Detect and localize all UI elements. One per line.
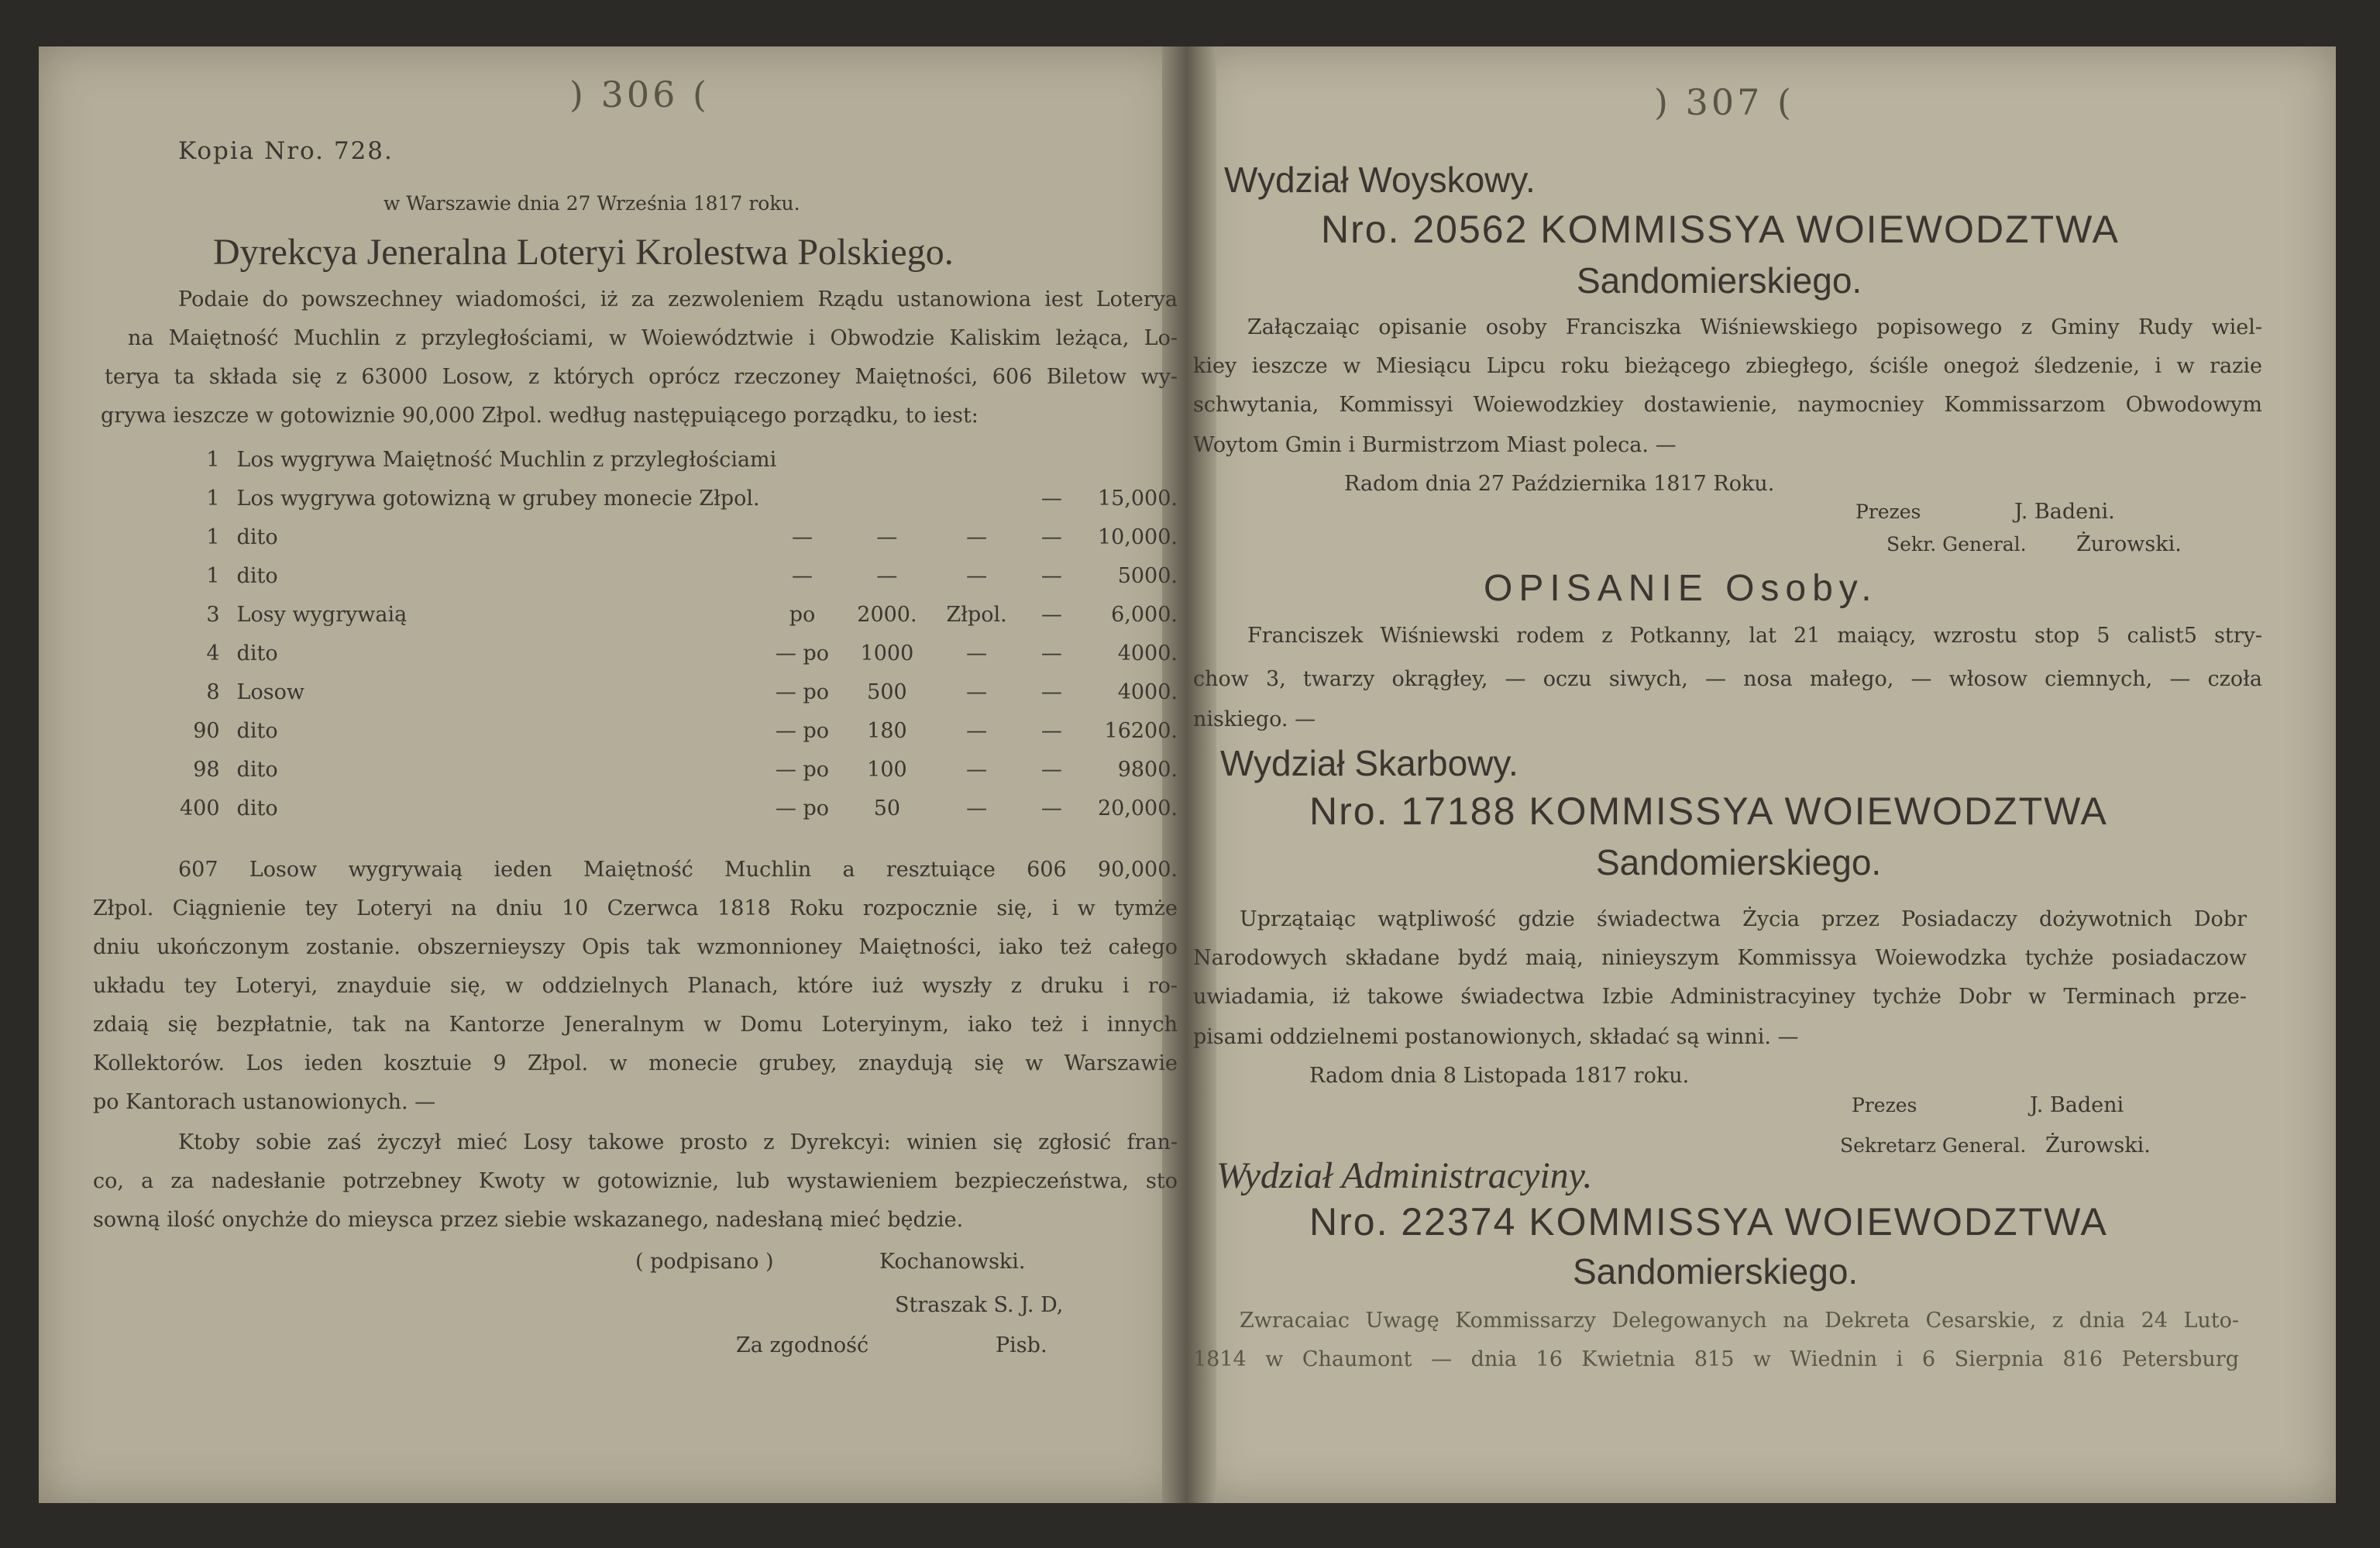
prize-row: [178, 556, 1178, 595]
prize-cell-c1: 3: [206, 602, 220, 627]
prize-cell-c2: dito: [236, 641, 278, 666]
prize-cell-c3: —: [791, 525, 813, 549]
page-number-left: ) 306 (: [569, 74, 710, 115]
prize-cell-c1: 1: [206, 486, 220, 511]
opis-line-2: chow 3, twarzy okrągłey, — oczu siwych, — nosa małego, — włosow ciemnych, — czoła: [1193, 667, 2262, 691]
commission-20562: Nro. 20562 KOMMISSYA WOIEWODZTWA: [1321, 208, 2120, 251]
prize-cell-c6: —: [1040, 641, 1062, 666]
prize-row: [178, 750, 1178, 789]
commission-22374: Nro. 22374 KOMMISSYA WOIEWODZTWA: [1309, 1200, 2108, 1244]
para-line-4: zdaią się bezpłatnie, tak na Kantorze Jeneralnym w Domu Loteryinym, iako też i innych: [93, 1013, 1178, 1037]
podpisano-label: ( podpisano ): [635, 1250, 774, 1274]
s1-line-1: Załączaiąc opisanie osoby Franciszka Wiśniewskiego popisowego z Gminy Rudy wiel-: [1247, 315, 2262, 339]
prize-cell-c1: 98: [193, 757, 220, 782]
prize-cell-c2: dito: [236, 563, 278, 588]
prize-row: [178, 711, 1178, 750]
prize-cell-c4: 1000: [860, 641, 914, 666]
s2-line-1: Uprzątaiąc wątpliwość gdzie świadectwa Życia przez Posiadaczy dożywotnich Dobr: [1240, 907, 2247, 931]
intro-line-4: grywa ieszcze w gotowiznie 90,000 Złpol. według następuiącego porządku, to iest:: [101, 404, 978, 428]
prize-cell-c7: 15,000.: [1097, 486, 1178, 511]
date-line: w Warszawie dnia 27 Września 1817 roku.: [383, 192, 800, 215]
s2-prezes-label: Prezes: [1852, 1094, 1917, 1116]
prize-cell-c6: —: [1040, 563, 1062, 588]
s1-line-2: kiey ieszcze w Miesiącu Lipcu roku bieżącego zbiegłego, ściśle onegoż śledzenie, i w razie: [1193, 354, 2262, 378]
prize-cell-c3: — po: [775, 718, 830, 743]
zgodnosc-label: Za zgodność: [736, 1333, 869, 1357]
prize-cell-c7: 20,000.: [1097, 796, 1178, 820]
summary-line: 607 Losow wygrywaią ieden Maiętność Muchlin a resztuiące 606 90,000.: [178, 858, 1178, 882]
s2-line-4: pisami oddzielnemi postanowionych, składać są winni. —: [1193, 1025, 1799, 1049]
prize-cell-c7: 10,000.: [1097, 525, 1178, 549]
kopia-line: Kopia Nro. 728.: [178, 137, 394, 165]
opis-line-1: Franciszek Wiśniewski rodem z Potkanny, lat 21 maiący, wzrostu stop 5 calist5 stry-: [1247, 624, 2262, 648]
s2-line-3: uwiadamia, iż takowe świadectwa Izbie Administracyiney tychże Dobr w Terminach prze-: [1193, 985, 2247, 1009]
prize-row: [178, 440, 1178, 479]
prize-row: [178, 479, 1178, 518]
prize-cell-c4: —: [876, 525, 898, 549]
prize-cell-c3: — po: [775, 679, 830, 704]
prize-cell-c1: 8: [206, 679, 220, 704]
dept-woyskowy: Wydział Woyskowy.: [1224, 160, 1536, 200]
prize-cell-c5: —: [966, 641, 988, 666]
commission-17188: Nro. 17188 KOMMISSYA WOIEWODZTWA: [1309, 789, 2108, 833]
prize-cell-c1: 1: [206, 525, 220, 549]
dept-skarbowy: Wydział Skarbowy.: [1220, 743, 1518, 783]
s2-date: Radom dnia 8 Listopada 1817 roku.: [1309, 1064, 1690, 1088]
para2-line-1: Ktoby sobie zaś życzył mieć Losy takowe prosto z Dyrekcyi: winien się zgłosić fran-: [178, 1130, 1178, 1154]
s1-line-4: Woytom Gmin i Burmistrzom Miast poleca. —: [1193, 433, 1677, 457]
opis-line-3: niskiego. —: [1193, 707, 1316, 731]
prize-cell-c3: — po: [775, 796, 830, 820]
prize-cell-c2: Los wygrywa Maiętność Muchlin z przyległościami: [236, 447, 777, 472]
s1-date: Radom dnia 27 Października 1817 Roku.: [1344, 472, 1775, 496]
opisanie-title: OPISANIE Osoby.: [1484, 568, 1878, 609]
prize-cell-c3: — po: [775, 641, 830, 666]
prize-table: [178, 440, 1178, 827]
prize-cell-c7: 5000.: [1117, 563, 1178, 588]
prize-cell-c7: 4000.: [1117, 641, 1178, 666]
s3-line-2: 1814 w Chaumont — dnia 16 Kwietnia 815 w Wiednin i 6 Sierpnia 816 Petersburg: [1193, 1347, 2239, 1371]
prize-cell-c1: 1: [206, 447, 220, 472]
s1-prezes-name: J. Badeni.: [2014, 500, 2115, 524]
dept-administracyiny: Wydział Administracyiny.: [1216, 1155, 1593, 1196]
prize-cell-c2: Los wygrywa gotowizną w grubey monecie Złpol.: [236, 486, 760, 511]
prize-cell-c5: [929, 479, 1023, 518]
prize-cell-c2: Losy wygrywaią: [236, 602, 408, 627]
prize-cell-c5: —: [966, 679, 988, 704]
prize-cell-c5: —: [966, 525, 988, 549]
para-line-3: układu tey Loteryi, znayduie się, w oddzielnych Planach, które iuż wyszły z druku i ro-: [93, 974, 1178, 998]
prize-cell-c2: dito: [236, 718, 278, 743]
intro-line-2: na Maiętność Muchlin z przyległościami, w Woiewództwie i Obwodzie Kaliskim leżąca, Lo-: [128, 326, 1178, 350]
para-line-5: Kollektorów. Los ieden kosztuie 9 Złpol. w monecie grubey, znaydują się w Warszawie: [93, 1051, 1178, 1075]
prize-cell-c3: [760, 479, 845, 518]
s2-sekr-name: Żurowski.: [2045, 1133, 2151, 1158]
sandomierskiego-3: Sandomierskiego.: [1573, 1251, 1859, 1292]
prize-cell-c7: 6,000.: [1111, 602, 1178, 627]
prize-cell-c1: 1: [206, 563, 220, 588]
prize-cell-c4: [844, 479, 929, 518]
prize-row: [178, 789, 1178, 827]
sandomierskiego-2: Sandomierskiego.: [1596, 842, 1882, 882]
prize-cell-c6: —: [1040, 796, 1062, 820]
prize-cell-c1: 4: [206, 641, 220, 666]
prize-cell-c6: —: [1040, 679, 1062, 704]
prize-cell-c4: 180: [867, 718, 907, 743]
prize-cell-c2: dito: [236, 757, 278, 782]
sandomierskiego-1: Sandomierskiego.: [1577, 260, 1862, 301]
prize-cell-c2: Losow: [236, 679, 304, 704]
prize-cell-c2: dito: [236, 796, 278, 820]
para-line-2: dniu ukończonym zostanie. obszernieyszy Opis tak wzmonnioney Maiętności, iako też całego: [93, 935, 1178, 959]
prize-cell-c7: 9800.: [1117, 757, 1178, 782]
signer-kochanowski: Kochanowski.: [879, 1250, 1026, 1274]
prize-cell-c7: 16200.: [1104, 718, 1178, 743]
s3-line-1: Zwracaiac Uwagę Kommissarzy Delegowanych na Dekreta Cesarskie, z dnia 24 Luto-: [1240, 1309, 2239, 1333]
prize-row: [178, 595, 1178, 634]
s1-prezes-label: Prezes: [1856, 501, 1921, 523]
intro-line-1: Podaie do powszechney wiadomości, iż za zezwoleniem Rządu ustanowiona iest Loterya: [178, 287, 1178, 311]
s1-sekr-name: Żurowski.: [2076, 532, 2182, 556]
prize-cell-c4: 2000.: [857, 602, 917, 627]
prize-cell-c6: —: [1040, 486, 1062, 511]
prize-cell-c3: — po: [775, 757, 830, 782]
signer-straszak: Straszak S. J. D,: [895, 1293, 1064, 1317]
pisarz-label: Pisb.: [996, 1333, 1047, 1357]
prize-cell-c7: 4000.: [1117, 679, 1178, 704]
s2-prezes-name: J. Badeni: [2030, 1093, 2124, 1117]
prize-cell-c6: —: [1040, 718, 1062, 743]
prize-cell-c6: —: [1040, 602, 1062, 627]
prize-row: [178, 673, 1178, 711]
prize-cell-c3: po: [789, 602, 816, 627]
s2-sekr-label: Sekretarz General.: [1840, 1134, 2027, 1157]
prize-cell-c5: —: [966, 718, 988, 743]
prize-cell-c5: —: [966, 563, 988, 588]
prize-cell-c3: —: [791, 563, 813, 588]
prize-cell-c4: 100: [867, 757, 907, 782]
prize-cell-c4: —: [876, 563, 898, 588]
para-line-1: Złpol. Ciągnienie tey Loteryi na dniu 10 Czerwca 1818 Roku rozpocznie się, i w tymże: [93, 896, 1178, 920]
para2-line-2: co, a za nadesłanie potrzebney Kwoty w gotowiznie, lub wystawieniem bezpieczeństwa, sto: [93, 1169, 1178, 1193]
s2-line-2: Narodowych składane bydź maią, ninieyszym Kommissya Woiewodzka tychże posiadaczow: [1193, 946, 2247, 970]
prize-cell-c6: —: [1040, 757, 1062, 782]
prize-cell-c1: 400: [180, 796, 220, 820]
prize-cell-c4: 500: [867, 679, 907, 704]
prize-cell-c4: 50: [873, 796, 901, 820]
prize-cell-c5: Złpol.: [946, 602, 1007, 627]
intro-line-3: terya ta składa się z 63000 Losow, z których oprócz rzeczoney Maiętności, 606 Biletow wy-: [105, 365, 1178, 389]
para2-line-3: sowną ilość onychże do mieysca przez siebie wskazanego, nadesłaną mieć będzie.: [93, 1208, 964, 1232]
prize-cell-c5: —: [966, 796, 988, 820]
prize-row: [178, 518, 1178, 556]
prize-row: [178, 634, 1178, 673]
prize-cell-c6: —: [1040, 525, 1062, 549]
s1-line-3: schwytania, Kommissyi Woiewodzkiey dostawienie, naymocniey Kommissarzom Obwodowym: [1193, 393, 2262, 417]
page-number-right: ) 307 (: [1654, 81, 1794, 123]
document-title: Dyrekcya Jeneralna Loteryi Krolestwa Polskiego.: [213, 232, 954, 273]
prize-cell-c1: 90: [193, 718, 220, 743]
s1-sekr-label: Sekr. General.: [1886, 533, 2027, 556]
para-line-6: po Kantorach ustanowionych. —: [93, 1090, 436, 1114]
prize-cell-c5: —: [966, 757, 988, 782]
prize-cell-c2: dito: [236, 525, 278, 549]
